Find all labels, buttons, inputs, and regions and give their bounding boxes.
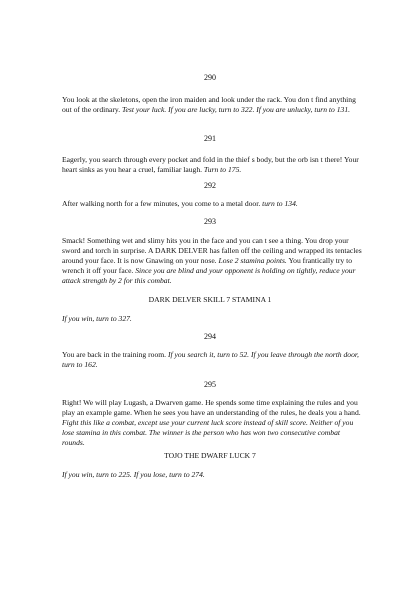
italic-run: Test your luck. If you are lucky, turn to 322. If you are unlucky, turn to 131. xyxy=(122,105,351,114)
section-number: 294 xyxy=(204,332,216,341)
combat-stats: DARK DELVER SKILL 7 STAMINA 1 xyxy=(148,295,272,304)
italic-run: If you win, turn to 225. If you lose, turn to 274. xyxy=(62,470,205,479)
italic-run: Lose 2 stamina points. xyxy=(218,256,287,265)
italic-run: If you search it, turn to 52. If you leave through the north door, turn to 162. xyxy=(62,350,359,369)
section-number: 293 xyxy=(204,217,216,226)
section-text xyxy=(62,470,362,480)
section-text xyxy=(62,95,362,115)
section-number: 295 xyxy=(204,380,216,389)
italic-run: Fight this like a combat, except use your current luck score instead of skill score. Neither of you lose stamina in this combat. The winner is the person who has won two consecutive combat rounds. xyxy=(62,418,354,447)
text-run: You frantically try to wrench it off your face. xyxy=(62,256,353,275)
section-text xyxy=(62,314,362,324)
section-number: 290 xyxy=(204,73,216,82)
section-text xyxy=(62,350,362,370)
italic-run: If you win, turn to 327. xyxy=(62,314,132,323)
text-run: Smack! Something wet and slimy hits you in the face and you can t see a thing. You drop your sword and torch in surprise. A DARK DELVER has fallen off the ceiling and wrapped its tentacles around your face. It is now Gnawing on your nose. xyxy=(62,236,362,265)
section-number: 291 xyxy=(204,134,216,143)
italic-run: Turn to 175. xyxy=(203,165,242,174)
section-text xyxy=(62,398,362,448)
section-text xyxy=(62,199,362,209)
text-run: You are back in the training room. xyxy=(62,350,168,359)
italic-run: turn to 134. xyxy=(262,199,298,208)
text-run: After walking north for a few minutes, you come to a metal door. xyxy=(62,199,263,208)
section-text xyxy=(62,236,362,286)
text-run: You look at the skeletons, open the iron maiden and look under the rack. You don t find anything out of the ordinary. xyxy=(62,95,356,114)
section-text xyxy=(62,155,362,175)
text-run: Right! We will play Lugash, a Dwarven game. He spends some time explaining the rules and you play an example game. When he sees you have an understanding of the rules, he deals you a hand. xyxy=(62,398,361,417)
section-number: 292 xyxy=(204,181,216,190)
text-run: Eagerly, you search through every pocket and fold in the thief s body, but the orb isn t there! Your heart sinks as you hear a cruel, familiar laugh. xyxy=(62,155,359,174)
italic-run: Since you are blind and your opponent is holding on tightly, reduce your attack strength by 2 for this combat. xyxy=(62,266,356,285)
combat-stats: TOJO THE DWARF LUCK 7 xyxy=(164,451,256,460)
